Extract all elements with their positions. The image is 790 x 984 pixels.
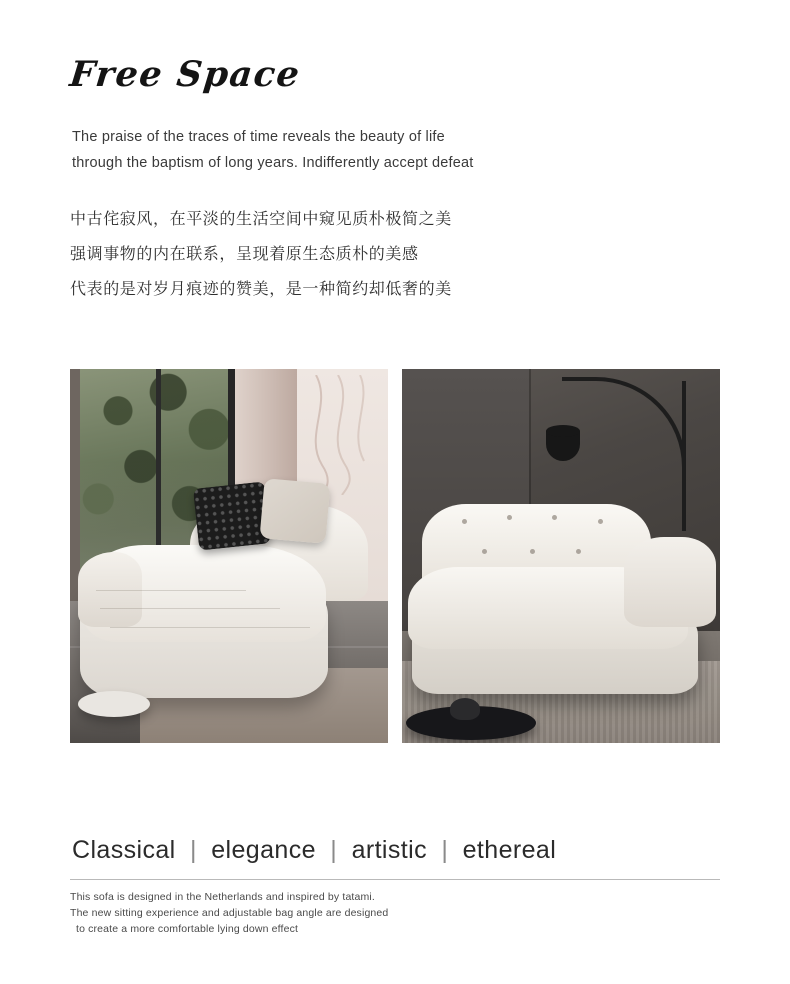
arc-lamp-pole [682,381,686,531]
sofa-dark-wall-lamp-photo [402,369,720,743]
footer-note-line-1: This sofa is designed in the Netherlands and inspired by tatami. [70,891,375,903]
keyword-classical: Classical [72,836,176,864]
keyword-artistic: artistic [351,836,427,864]
chinese-line-3: 代表的是对岁月痕迹的赞美，是一种简约却低奢的美 [70,281,452,298]
image-gallery [70,369,720,743]
keyword-elegance: elegance [211,836,316,864]
english-line-2: through the baptism of long years. Indifferently accept defeat [72,155,474,171]
wall-art-squiggle [302,375,372,495]
tufting-button [462,519,467,524]
footer-keywords [72,836,556,865]
keyword-separator: | [189,836,197,864]
keyword-separator: | [441,836,449,864]
divider [70,879,720,880]
tufting-button [576,549,581,554]
decorative-vase [450,698,480,720]
footer-description [70,889,710,937]
tufting-button [530,549,535,554]
cushion-crease [110,627,310,628]
footer-note-line-3: to create a more comfortable lying down effect [76,923,299,935]
tufting-button [482,549,487,554]
cushion-crease [100,608,280,609]
keyword-separator: | [330,836,338,864]
dark-throw-pillow [193,481,271,550]
sofa-armrest [624,537,716,627]
english-line-1: The praise of the traces of time reveals the beauty of life [72,129,445,145]
chinese-paragraph [70,202,670,307]
tufting-button [598,519,603,524]
chinese-line-1: 中古侘寂风，在平淡的生活空间中窥见质朴极简之美 [70,211,452,228]
english-paragraph [72,124,632,176]
footer-note-line-2: The new sitting experience and adjustable bag angle are designed [70,907,389,919]
cushion-crease [96,590,246,591]
keyword-ethereal: ethereal [462,836,557,864]
page-title: Free Space [67,54,303,95]
sofa-living-room-window-photo [70,369,388,743]
side-table [78,691,150,717]
tufting-button [552,515,557,520]
wall-edge [70,369,80,601]
light-throw-pillow [260,478,331,544]
chinese-line-2: 强调事物的内在联系，呈现着原生态质朴的美感 [70,246,419,263]
tufting-button [507,515,512,520]
